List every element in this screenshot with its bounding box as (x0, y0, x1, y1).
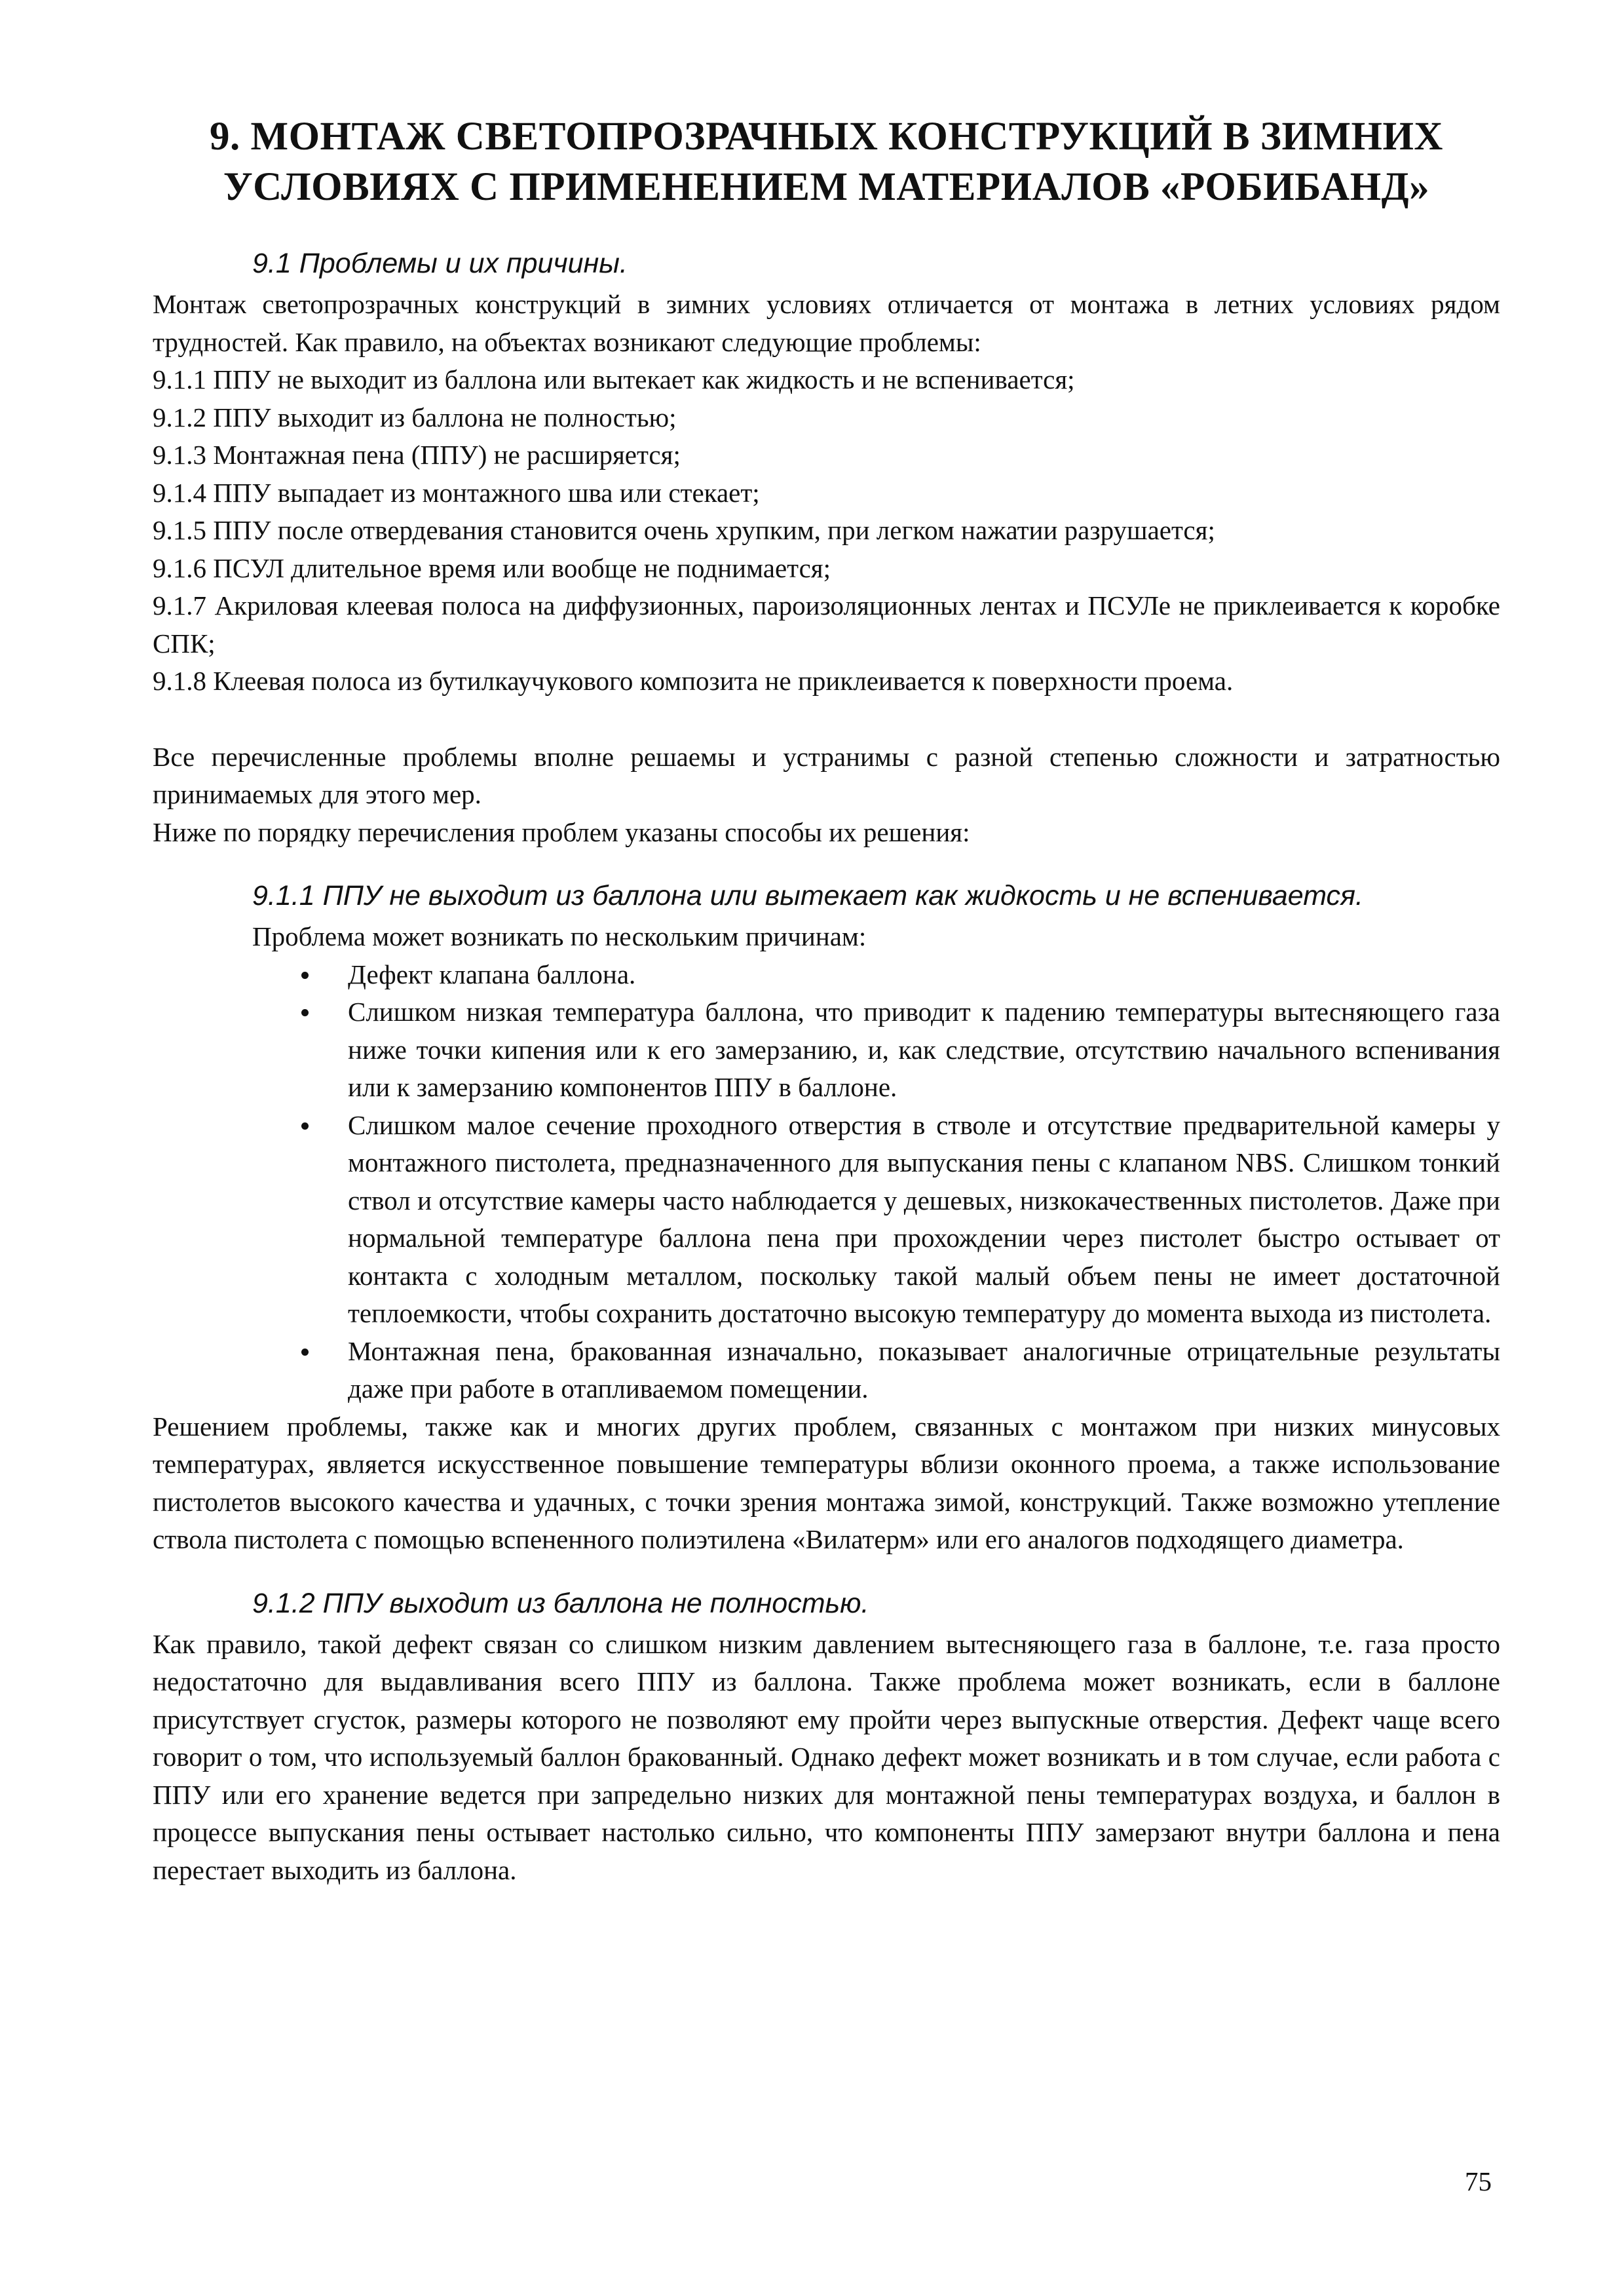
spacer (153, 1559, 1500, 1585)
chapter-title (153, 111, 1500, 212)
cause-list-item (153, 1333, 1500, 1408)
causes-list (153, 956, 1500, 1408)
problem-item: 9.1.8 Клеевая полоса из бутилкаучукового композита не приклеивается к поверхности проема. (153, 666, 1234, 696)
spacer (153, 851, 1500, 877)
section-9-1-2-heading: 9.1.2 ППУ выходит из баллона не полностью. (252, 1587, 869, 1619)
cause-list-item (153, 993, 1500, 1107)
section-9-1-heading: 9.1 Проблемы и их причины. (252, 248, 628, 279)
section-9-1-intro: Монтаж светопрозрачных конструкций в зимних условиях отличается от монтажа в летних условиях рядом трудностей. Как правило, на объектах возникают следующие проблемы: (153, 289, 1500, 357)
chapter-title-line-1: 9. МОНТАЖ СВЕТОПРОЗРАЧНЫХ КОНСТРУКЦИЙ В ЗИМНИХ (210, 115, 1443, 159)
cause-text: Дефект клапана баллона. (348, 959, 636, 989)
bullet-icon (301, 1009, 309, 1016)
problem-item: 9.1.1 ППУ не выходит из баллона или вытекает как жидкость и не вспенивается; (153, 364, 1075, 394)
section-9-1-1-solution: Решением проблемы, также как и многих других проблем, связанных с монтажом при низких минусовых температурах, является искусственное повышение температуры вблизи оконного проема, а также использование пистолетов высокого качества и удачных, с точки зрения монтажа зимой, конструкций. Также возможно утепление ствола пистолета с помощью вспененного полиэтилена «Вилатерм» или его аналогов подходящего диаметра. (153, 1411, 1500, 1554)
section-9-1-1-lead: Проблема может возникать по нескольким причинам: (252, 921, 867, 951)
document-page (153, 111, 1500, 1889)
spacer (153, 700, 1500, 738)
section-9-1-2-text: Как правило, такой дефект связан со слишком низким давлением вытесняющего газа в баллоне, т.е. газа просто недостаточно для выдавливания всего ППУ из баллона. Также проблема может возникать, если в баллоне присутствует сгусток, размеры которого не позволяют ему пройти через выпускные отверстия. Дефект чаще всего говорит о том, что используемый баллон бракованный. Однако дефект может возникать и в том случае, если работа с ППУ или его хранение ведется при запредельно низких для монтажной пены температурах воздуха, и баллон в процессе выпускания пены остывает настолько сильно, что компоненты ППУ замерзают внутри баллона и пена перестает выходить из баллона. (153, 1628, 1500, 1885)
page-number: 75 (1465, 2166, 1492, 2196)
bullet-icon (301, 1122, 309, 1130)
problem-item: 9.1.5 ППУ после отвердевания становится очень хрупким, при легком нажатии разрушается; (153, 515, 1215, 545)
cause-text: Слишком малое сечение проходного отверстия в стволе и отсутствие предварительной камеры у монтажного пистолета, предназначенного для выпускания пены с клапаном NBS. Слишком тонкий ствол и отсутствие камеры часто наблюдается у дешевых, низкокачественных пистолетов. Даже при нормальной температуре баллона пена при прохождении через пистолет быстро остывает от контакта с холодным металлом, поскольку такой малый объем пены не имеет достаточной теплоемкости, чтобы сохранить достаточно высокую температуру до момента выхода из пистолета. (348, 1109, 1500, 1328)
problem-item: 9.1.3 Монтажная пена (ППУ) не расширяется; (153, 440, 681, 470)
problem-item: 9.1.2 ППУ выходит из баллона не полностью; (153, 402, 677, 432)
problem-item: 9.1.4 ППУ выпадает из монтажного шва или стекает; (153, 477, 760, 508)
section-9-1-summary: Все перечисленные проблемы вполне решаемы и устранимы с разной степенью сложности и затратностью принимаемых для этого мер. (153, 741, 1500, 809)
bullet-icon (301, 972, 309, 979)
section-9-1-order-note: Ниже по порядку перечисления проблем указаны способы их решения: (153, 816, 970, 847)
cause-list-item (153, 956, 1500, 994)
bullet-icon (301, 1349, 309, 1356)
cause-text: Слишком низкая температура баллона, что приводит к падению температуры вытесняющего газа ниже точки кипения или к его замерзанию, и, как следствие, отсутствию начального вспенивания или к замерзанию компонентов ППУ в баллоне. (348, 997, 1500, 1102)
cause-list-item (153, 1107, 1500, 1333)
section-9-1-1-heading: 9.1.1 ППУ не выходит из баллона или вытекает как жидкость и не вспенивается. (252, 880, 1363, 911)
cause-text: Монтажная пена, бракованная изначально, показывает аналогичные отрицательные результаты даже при работе в отапливаемом помещении. (348, 1335, 1500, 1404)
chapter-title-line-2: УСЛОВИЯХ С ПРИМЕНЕНИЕМ МАТЕРИАЛОВ «РОБИБАНД» (223, 165, 1430, 209)
problem-item: 9.1.7 Акриловая клеевая полоса на диффузионных, пароизоляционных лентах и ПСУЛе не приклеивается к коробке СПК; (153, 590, 1500, 659)
problem-item: 9.1.6 ПСУЛ длительное время или вообще не поднимается; (153, 552, 831, 583)
